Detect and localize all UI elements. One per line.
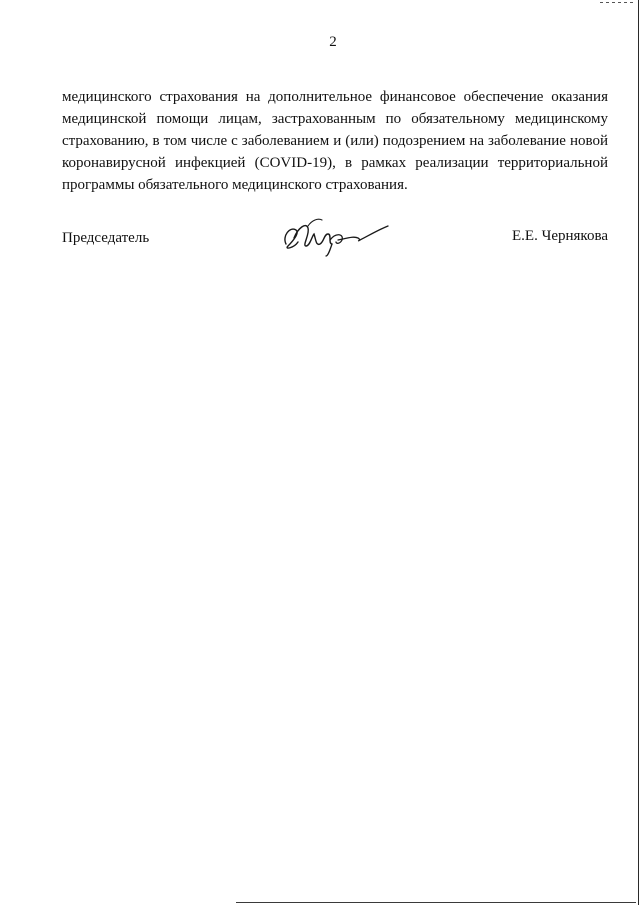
body-line: страхованию, в том числе с заболеванием и (или) подозрением на заболевание новой [62, 133, 608, 149]
scan-edge-top-mark [600, 2, 636, 3]
signature-block [62, 228, 608, 258]
body-line: медицинской помощи лицам, застрахованным по обязательному медицинскому [62, 111, 608, 127]
signer-title: Председатель [62, 230, 150, 246]
signer-name: Е.Е. Чернякова [512, 228, 608, 244]
scan-edge-bottom [236, 902, 636, 903]
body-line: медицинского страхования на дополнительное финансовое обеспечение оказания [62, 89, 608, 105]
handwritten-signature [272, 212, 392, 258]
page-number: 2 [329, 34, 337, 50]
body-paragraph [62, 86, 608, 196]
body-line: коронавирусной инфекцией (COVID-19), в рамках реализации территориальной [62, 155, 608, 171]
scan-edge-right [638, 0, 639, 905]
body-line: программы обязательного медицинского страхования. [62, 177, 408, 193]
